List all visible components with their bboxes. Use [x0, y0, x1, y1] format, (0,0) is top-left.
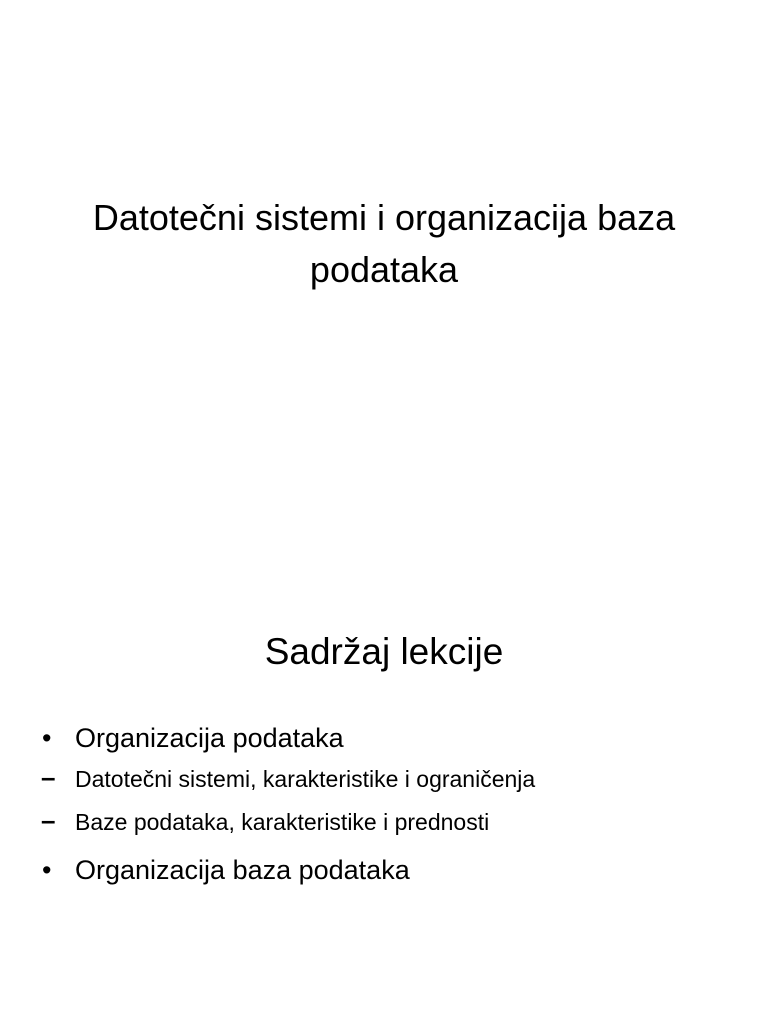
- sub-bullet-item: [41, 758, 732, 801]
- bullet-text: Organizacija baza podataka: [75, 855, 410, 885]
- bullet-list: [42, 718, 732, 890]
- sub-bullet-text: Baze podataka, karakteristike i prednosti: [75, 809, 490, 835]
- bullet-text: Organizacija podataka: [75, 723, 344, 753]
- dash-icon: –: [41, 805, 56, 835]
- slide-title: Datotečni sistemi i organizacija baza podataka: [92, 197, 676, 290]
- dash-icon: –: [41, 762, 56, 792]
- content-slide: [0, 512, 768, 1024]
- bullet-item: [42, 850, 732, 890]
- sub-bullet-group: [42, 758, 732, 844]
- bullet-dot-icon: •: [42, 723, 52, 753]
- bullet-item: [42, 718, 732, 758]
- sub-bullet-list: [41, 758, 732, 844]
- bullet-dot-icon: •: [42, 855, 52, 885]
- sub-bullet-item: [41, 801, 732, 844]
- sub-bullet-text: Datotečni sistemi, karakteristike i ograničenja: [75, 766, 536, 792]
- content-slide-title: Sadržaj lekcije: [264, 631, 504, 672]
